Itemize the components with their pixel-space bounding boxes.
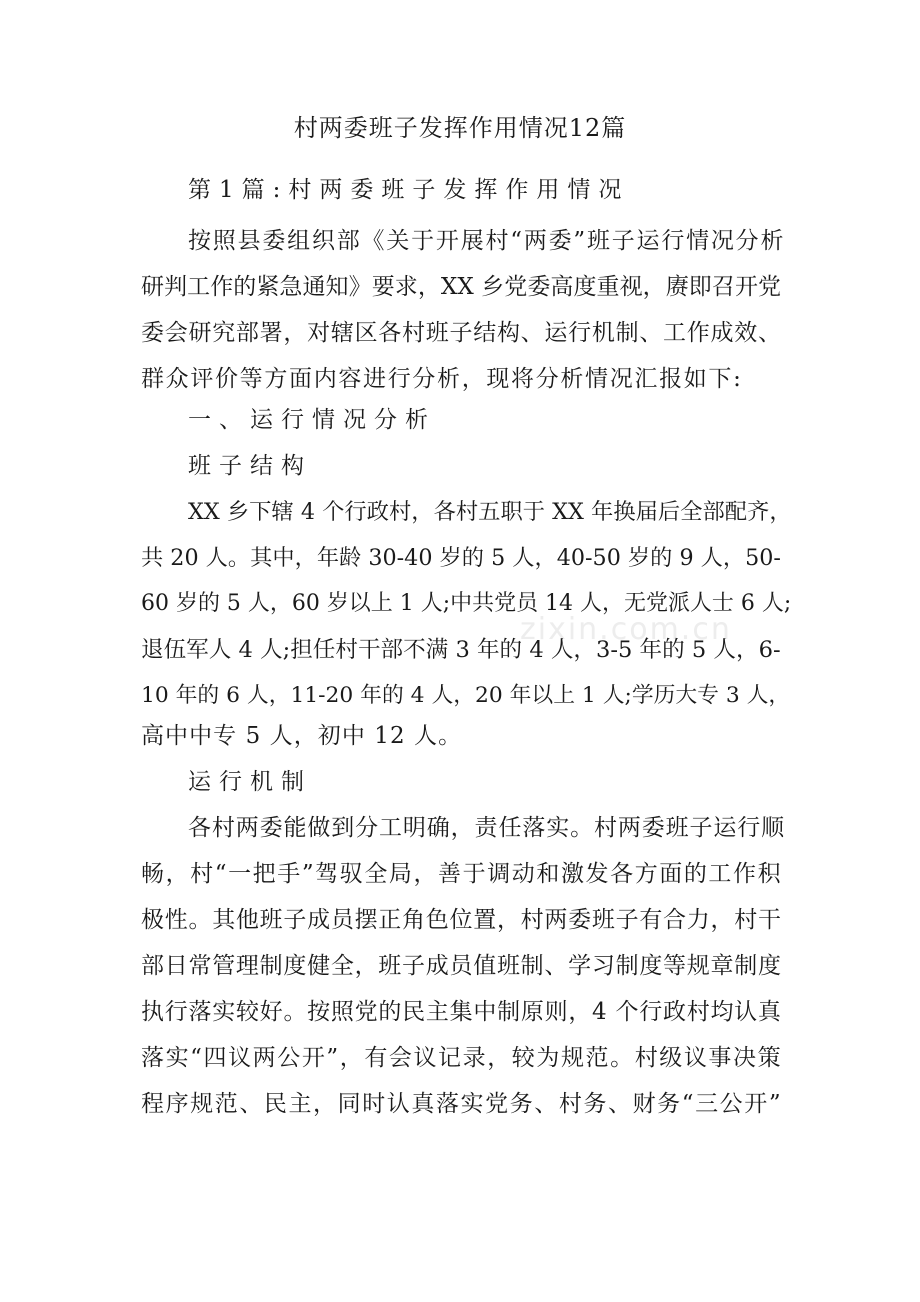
document-title: 村两委班子发挥作用情况12篇: [293, 114, 627, 142]
paragraph-line: 畅，村“一把手”驾驭全局，善于调动和激发各方面的工作积: [141, 861, 783, 887]
paragraph-line: 高中中专 5 人，初中 12 人。: [141, 723, 463, 749]
subsection-heading: 运行机制: [188, 769, 312, 795]
paragraph-line: 落实“四议两公开”，有会议记录，较为规范。村级议事决策: [141, 1045, 783, 1071]
paragraph-line: 各村两委能做到分工明确，责任落实。村两委班子运行顺: [188, 815, 785, 841]
paragraph-line: 程序规范、民主，同时认真落实党务、村务、财务“三公开”: [141, 1091, 783, 1117]
subsection-heading: 班子结构: [188, 453, 312, 479]
watermark: zixin.com.cn: [520, 612, 732, 647]
paragraph-line: 群众评价等方面内容进行分析，现将分析情况汇报如下:: [141, 366, 743, 392]
paragraph-line: 退伍军人 4 人;担任村干部不满 3 年的 4 人，3-5 年的 5 人，6-: [141, 637, 781, 663]
paragraph-line: 10 年的 6 人，11-20 年的 4 人，20 年以上 1 人;学历大专 3 人，: [141, 683, 791, 708]
paragraph-line: 按照县委组织部《关于开展村“两委”班子运行情况分析: [188, 228, 786, 254]
paragraph-line: 60 岁的 5 人，60 岁以上 1 人;中共党员 14 人，无党派人士 6 人;: [141, 591, 792, 616]
paragraph-line: 执行落实较好。按照党的民主集中制原则，4 个行政村均认真: [141, 999, 782, 1025]
paragraph-line: 委会研究部署，对辖区各村班子结构、运行机制、工作成效、: [141, 320, 782, 346]
paragraph-line: 研判工作的紧急通知》要求，XX 乡党委高度重视，赓即召开党: [141, 274, 782, 300]
section-heading-1: 第1篇:村两委班子发挥作用情况: [188, 177, 630, 203]
paragraph-line: 部日常管理制度健全，班子成员值班制、学习制度等规章制度: [141, 953, 782, 979]
paragraph-line: 共 20 人。其中，年龄 30-40 岁的 5 人，40-50 岁的 9 人，50-: [141, 545, 781, 571]
section-heading: 一、运行情况分析: [188, 407, 436, 433]
paragraph-line: 极性。其他班子成员摆正角色位置，村两委班子有合力，村干: [141, 907, 782, 933]
paragraph-line: XX 乡下辖 4 个行政村，各村五职于 XX 年换届后全部配齐，: [188, 499, 792, 525]
